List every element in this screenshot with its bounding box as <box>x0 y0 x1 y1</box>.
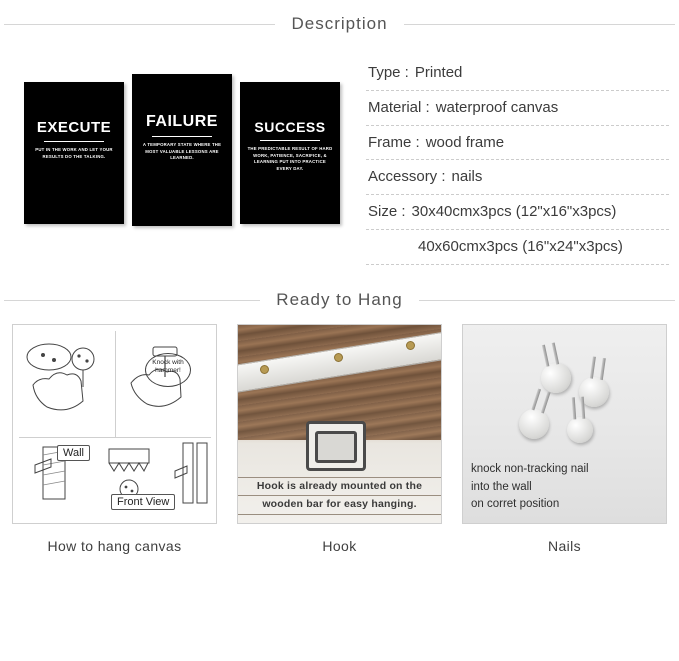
hook-overlay-line2: wooden bar for easy hanging. <box>238 496 441 515</box>
panel-headline: FAILURE <box>146 113 218 130</box>
nails-overlay-line2: into the wall <box>471 480 532 493</box>
how-to-hang-figure <box>12 324 217 524</box>
hang-card-hook <box>237 324 442 554</box>
hang-card-nails <box>462 324 667 554</box>
nail-icon <box>515 405 553 443</box>
hook-overlay-caption <box>238 477 441 516</box>
description-title: Description <box>291 14 388 33</box>
nail-pin <box>552 343 560 365</box>
screw-icon <box>334 353 343 362</box>
nails-overlay-caption <box>471 461 589 513</box>
nails-figure <box>462 324 667 524</box>
nail-pin <box>590 357 596 379</box>
panel-headline: EXECUTE <box>36 119 112 136</box>
spec-row-accessory <box>366 160 669 195</box>
spec-value: waterproof canvas <box>435 98 559 116</box>
nail-pin <box>541 392 551 414</box>
hook-figure <box>237 324 442 524</box>
canvas-panel-failure <box>132 74 232 226</box>
description-section-header <box>0 14 679 34</box>
panel-divider <box>260 140 320 141</box>
panel-divider <box>44 141 104 142</box>
spec-row-frame <box>366 126 669 161</box>
screw-icon <box>406 341 415 350</box>
spec-label: Frame : <box>368 133 420 151</box>
canvas-preview-group <box>24 74 354 274</box>
nail-pin <box>531 389 541 411</box>
spec-row-size-alt <box>366 230 669 265</box>
panel-body: PUT IN THE WORK AND LET YOUR RESULTS DO THE TALKING. <box>35 147 113 159</box>
panel-body: A TEMPORARY STATE WHERE THE MOST VALUABLE LESSONS ARE LEARNED. <box>142 142 222 161</box>
spec-label: Material : <box>368 98 430 116</box>
spec-row-type <box>366 56 669 91</box>
nail-icon <box>566 416 594 444</box>
hang-card-caption: Hook <box>322 538 357 554</box>
header-rule-right <box>419 300 675 301</box>
spec-label: Accessory : <box>368 168 446 186</box>
spec-value: wood frame <box>425 133 505 151</box>
header-rule-left <box>4 300 260 301</box>
knock-with-hammer-bubble: Knock with hammer! <box>145 353 191 387</box>
nails-overlay-line3: on corret position <box>471 497 560 510</box>
panel-body: THE PREDICTABLE RESULT OF HARD WORK, PATIENCE, SACRIFICE, & LEARNING PUT INTO PRACTICE EVERY DAY. <box>247 146 333 171</box>
spec-value: nails <box>451 168 483 186</box>
canvas-panel-execute <box>24 82 124 224</box>
hang-card-caption: Nails <box>547 538 582 554</box>
nail-icon <box>538 360 574 396</box>
header-rule-right <box>404 24 675 25</box>
canvas-panel-success <box>240 82 340 224</box>
header-rule-left <box>4 24 275 25</box>
nail-pin <box>600 358 606 380</box>
spec-row-size <box>366 195 669 230</box>
hook-plate <box>306 421 366 471</box>
hook-opening <box>315 431 357 463</box>
spec-label: Type : <box>368 64 409 81</box>
nail-pin <box>572 397 577 419</box>
spec-label: Size : <box>368 203 406 220</box>
screw-icon <box>260 365 269 374</box>
front-view-label: Front View <box>111 494 175 510</box>
ready-to-hang-title: Ready to Hang <box>276 290 403 309</box>
description-area <box>0 34 679 284</box>
wall-label: Wall <box>57 445 90 461</box>
hook-overlay-line1: Hook is already mounted on the <box>238 477 441 497</box>
panel-divider <box>152 136 212 137</box>
spec-row-material <box>366 91 669 126</box>
spec-value: 30x40cmx3pcs (12"x16"x3pcs) <box>411 203 617 220</box>
hang-card-caption: How to hang canvas <box>47 538 182 554</box>
nails-overlay-line1: knock non-tracking nail <box>471 463 589 476</box>
nail-pin <box>542 345 550 367</box>
ready-to-hang-section-header <box>0 290 679 310</box>
spec-value: Printed <box>414 64 463 81</box>
specification-list <box>354 46 669 284</box>
panel-headline: SUCCESS <box>254 119 326 135</box>
ready-to-hang-area <box>0 310 679 554</box>
spec-value: 40x60cmx3pcs (16"x24"x3pcs) <box>418 237 623 255</box>
hang-card-how-to-hang <box>12 324 217 554</box>
